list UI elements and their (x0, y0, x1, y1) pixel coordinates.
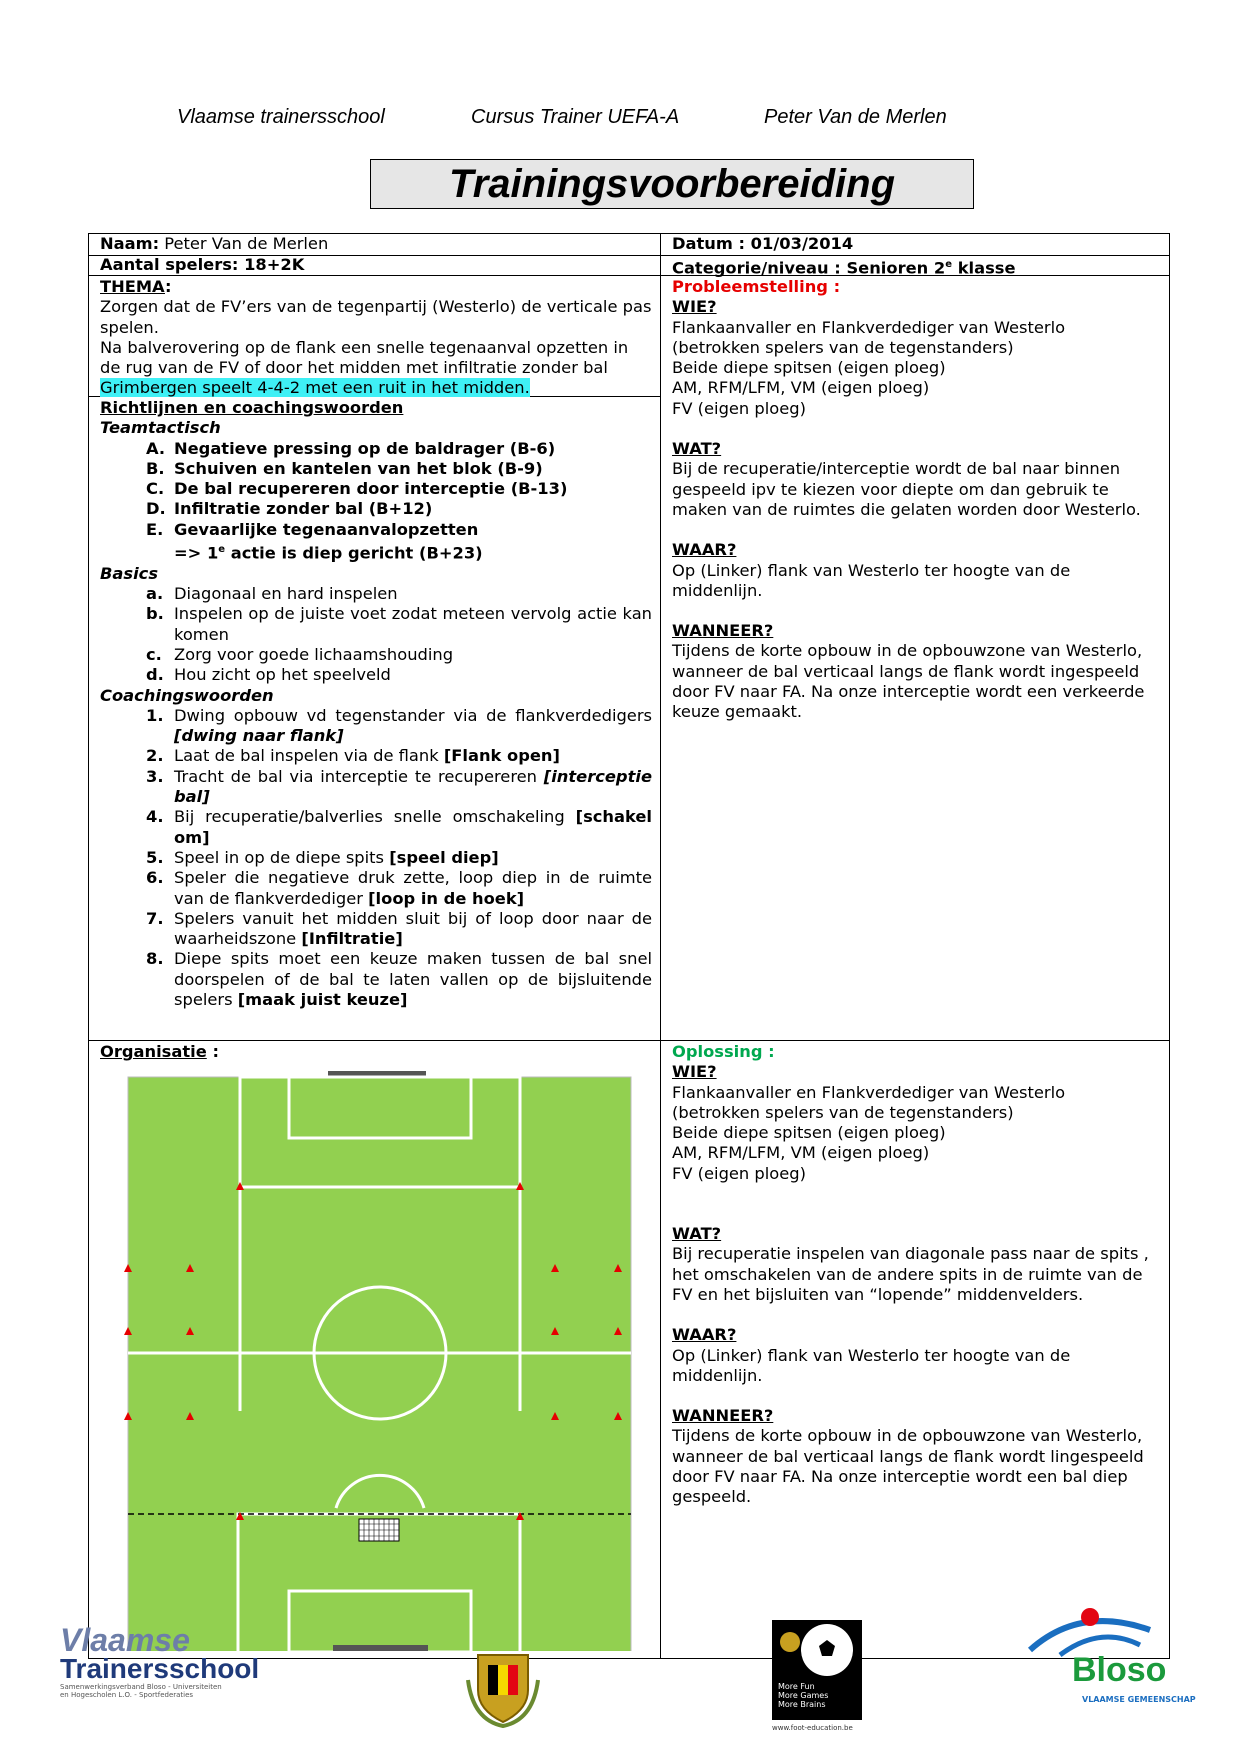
probleem-wie-label: WIE? (672, 297, 717, 317)
team-item: E. Gevaarlijke tegenaanvalopzetten (146, 519, 479, 539)
wie-line: AM, RFM/LFM, VM (eigen ploeg) (672, 378, 930, 398)
wie-line: Beide diepe spitsen (eigen ploeg) (672, 358, 946, 378)
pitch-field (128, 1077, 631, 1651)
thema-highlight: Grimbergen speelt 4-4-2 met een ruit in het midden. (100, 378, 530, 398)
oplossing-waar-label: WAAR? (672, 1325, 737, 1345)
probleem-wanneer-label: WANNEER? (672, 621, 774, 641)
team-item: C. De bal recupereren door interceptie (B-13) (146, 479, 568, 499)
pitch-diagram (88, 1051, 668, 1651)
wie-line: Flankaanvaller en Flankverdediger van Westerlo (672, 1082, 1066, 1102)
thema-section: THEMA: Zorgen dat de FV’ers van de tegenpartij (Westerlo) de verticale pas spelen. Na balverovering op de flank een snelle tegenaanval opzetten in de rug van de FV of door het midden met infiltratie zonder bal Grimbergen speelt 4-4-2 met een ruit in het midden. (100, 277, 652, 398)
basics-item: c. Zorg voor goede lichaamshouding (146, 644, 454, 664)
oplossing-title: Oplossing : (672, 1042, 775, 1061)
team-item-e-cont: => $1^e$ actie is diep gericht (B+23) (174, 543, 483, 563)
probleemstelling-title: Probleemstelling : (672, 277, 841, 296)
probleem-wat-text: Bij de recuperatie/interceptie wordt de bal naar binnen gespeeld ipv te kiezen voor diepte om dan gebruik te maken van de ruimtes die gelaten worden door Westerlo. (672, 459, 1141, 519)
team-item: A. Negatieve pressing op de baldrager (B-6) (146, 438, 556, 458)
coachingswoorden-title: Coachingswoorden (100, 685, 274, 705)
probleemstelling-section (672, 277, 1160, 723)
oplossing-wanneer-label: WANNEER? (672, 1406, 774, 1426)
teamtactisch-title: Teamtactisch (100, 418, 221, 438)
rbfa-crest-icon (463, 1650, 543, 1728)
wie-line: (betrokken spelers van de tegenstanders) (672, 337, 1014, 357)
header-course: Cursus Trainer UEFA-A (471, 106, 680, 128)
probleem-wie-list (672, 318, 1160, 419)
foot-education-logo: More Fun More Games More Brains www.foot-education.be (772, 1620, 862, 1720)
thema-label: THEMA (100, 277, 165, 296)
categorie-field: Categorie/niveau : Senioren 2e klasse (672, 258, 1016, 278)
teamtactisch-list (100, 439, 652, 540)
vlaamse-trainersschool-logo: Vlaamse Trainersschool Samenwerkingsverband Bloso - Universiteiten en Hogescholen L.O. - Sportfederaties (60, 1622, 260, 1699)
wie-line: Flankaanvaller en Flankverdediger van Westerlo (672, 317, 1066, 337)
coaching-item: 8. Diepe spits moet een keuze maken tussen de bal snel doorspelen of de bal te laten vallen op de bijsluitende spelers [maak juist keuze] (146, 949, 652, 1010)
aantal-spelers: Aantal spelers: 18+2K (100, 255, 305, 274)
richtlijnen-title: Richtlijnen en coachingswoorden (100, 398, 404, 417)
naam-value: Peter Van de Merlen (159, 234, 329, 253)
probleem-waar-label: WAAR? (672, 540, 737, 560)
bloso-logo: Bloso VLAAMSE GEMEENSCHAP (1020, 1605, 1200, 1715)
naam-field (100, 234, 328, 254)
oplossing-waar-text: Op (Linker) flank van Westerlo ter hoogte van de middenlijn. (672, 1345, 1071, 1385)
coaching-item: 1. Dwing opbouw vd tegenstander via de flankverdedigers [dwing naar flank] (146, 705, 652, 746)
coaching-item: 4. Bij recuperatie/balverlies snelle omschakeling [schakel om] (146, 807, 652, 847)
coaching-item: 5. Speel in op de diepe spits [speel diep] (146, 847, 499, 867)
thema-line1: Zorgen dat de FV’ers van de tegenpartij (Westerlo) de verticale pas spelen. (100, 297, 652, 337)
probleem-wat-label: WAT? (672, 439, 722, 459)
wie-line: FV (eigen ploeg) (672, 398, 806, 418)
oplossing-wat-label: WAT? (672, 1224, 722, 1244)
coaching-item: 7. Spelers vanuit het midden sluit bij of loop door naar de waarheidszone [Infiltratie] (146, 908, 652, 949)
football-icon (772, 1620, 862, 1678)
oplossing-wie-label: WIE? (672, 1062, 717, 1082)
naam-label: Naam: (100, 234, 160, 253)
coaching-item: 6. Speler die negatieve druk zette, loop diep in de ruimte van de flankverdediger [loop in de hoek] (146, 868, 652, 908)
wie-line: FV (eigen ploeg) (672, 1163, 806, 1183)
coaching-item: 2. Laat de bal inspelen via de flank [Flank open] (146, 746, 560, 766)
probleem-waar-text: Op (Linker) flank van Westerlo ter hoogte van de middenlijn. (672, 560, 1071, 600)
header-school: Vlaamse trainersschool (177, 106, 385, 128)
coaching-item: 3. Tracht de bal via interceptie te recupereren [interceptie bal] (146, 766, 652, 807)
organisatie-label: Organisatie : (100, 1042, 219, 1061)
team-item: B. Schuiven en kantelen van het blok (B-9) (146, 458, 543, 478)
basics-list (100, 584, 652, 685)
coachingswoorden-list (100, 706, 652, 1010)
datum-field: Datum : 01/03/2014 (672, 234, 854, 253)
wie-line: (betrokken spelers van de tegenstanders) (672, 1102, 1014, 1122)
oplossing-wat-text: Bij recuperatie inspelen van diagonale pass naar de spits , het omschakelen van de andere spits in de ruimte van de FV en het bijsluiten van “lopende” middenvelders. (672, 1244, 1149, 1304)
basics-item: a. Diagonaal en hard inspelen (146, 584, 398, 604)
probleem-wanneer-text: Tijdens de korte opbouw in de opbouwzone van Westerlo, wanneer de bal verticaal langs de flank wordt ingespeeld door FV naar FA. Na onze interceptie wordt een verkeerde keuze gemaakt. (672, 641, 1145, 722)
wie-line: Beide diepe spitsen (eigen ploeg) (672, 1123, 946, 1143)
wie-line: AM, RFM/LFM, VM (eigen ploeg) (672, 1143, 930, 1163)
oplossing-wanneer-text: Tijdens de korte opbouw in de opbouwzone van Westerlo, wanneer de bal verticaal langs de flank wordt lingespeeld door FV naar FA. Na onze interceptie wordt een bal diep gespeeld. (672, 1426, 1144, 1507)
richtlijnen-section (100, 398, 652, 1010)
thema-line2: Na balverovering op de flank een snelle tegenaanval opzetten in de rug van de FV of door het midden met infiltratie zonder bal (100, 337, 629, 378)
team-item: D. Infiltratie zonder bal (B+12) (146, 499, 433, 519)
basics-item: d. Hou zicht op het speelveld (146, 665, 391, 685)
oplossing-wie-list (672, 1083, 1160, 1184)
page-title: Trainingsvoorbereiding (370, 159, 974, 209)
oplossing-section (672, 1042, 1160, 1508)
header-author: Peter Van de Merlen (764, 106, 947, 128)
basics-title: Basics (100, 563, 159, 583)
bottom-goal (333, 1645, 428, 1651)
basics-item: b. Inspelen op de juiste voet zodat meteen vervolg actie kan komen (146, 604, 652, 644)
